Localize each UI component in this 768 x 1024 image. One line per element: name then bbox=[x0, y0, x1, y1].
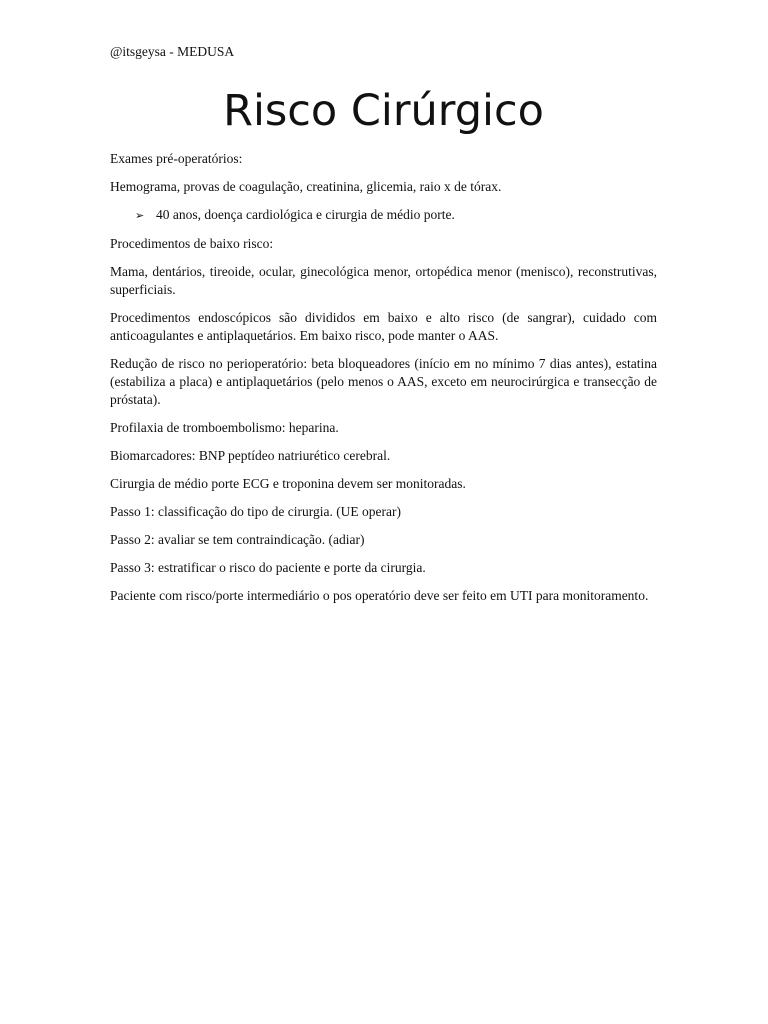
bullet-text: 40 anos, doença cardiológica e cirurgia de médio porte. bbox=[156, 207, 455, 222]
paragraph-low-risk-list: Mama, dentários, tireoide, ocular, ginecológica menor, ortopédica menor (menisco), reconstrutivas, superficiais. bbox=[110, 264, 657, 297]
page-header: @itsgeysa - MEDUSA bbox=[110, 44, 235, 59]
paragraph-exams-list: Hemograma, provas de coagulação, creatinina, glicemia, raio x de tórax. bbox=[110, 179, 502, 194]
paragraph-medium-surgery: Cirurgia de médio porte ECG e troponina devem ser monitoradas. bbox=[110, 476, 466, 491]
paragraph-endoscopic: Procedimentos endoscópicos são divididos em baixo e alto risco (de sangrar), cuidado com anticoagulantes e antiplaquetários. Em baixo risco, pode manter o AAS. bbox=[110, 310, 657, 343]
paragraph-exams-heading: Exames pré-operatórios: bbox=[110, 151, 243, 166]
paragraph-step-2: Passo 2: avaliar se tem contraindicação. (adiar) bbox=[110, 532, 365, 547]
paragraph-step-1: Passo 1: classificação do tipo de cirurgia. (UE operar) bbox=[110, 504, 402, 519]
paragraph-intermediate-risk: Paciente com risco/porte intermediário o pos operatório deve ser feito em UTI para monitoramento. bbox=[110, 588, 649, 603]
arrowhead-bullet-icon: ➢ bbox=[135, 209, 145, 222]
paragraph-biomarkers: Biomarcadores: BNP peptídeo natriurético cerebral. bbox=[110, 448, 391, 463]
paragraph-prophylaxis: Profilaxia de tromboembolismo: heparina. bbox=[110, 420, 339, 435]
paragraph-low-risk-heading: Procedimentos de baixo risco: bbox=[110, 236, 274, 251]
document-title: Risco Cirúrgico bbox=[223, 86, 544, 136]
paragraph-risk-reduction: Redução de risco no perioperatório: beta bloqueadores (início em no mínimo 7 dias antes), estatina (estabiliza a placa) e antiplaquetários (pelo menos o AAS, exceto em neurocirúrgica e transecção de próstata). bbox=[110, 356, 657, 407]
paragraph-step-3: Passo 3: estratificar o risco do paciente e porte da cirurgia. bbox=[110, 560, 426, 575]
document-body bbox=[110, 150, 657, 615]
document-page bbox=[110, 0, 657, 1024]
bullet-item bbox=[110, 206, 657, 225]
